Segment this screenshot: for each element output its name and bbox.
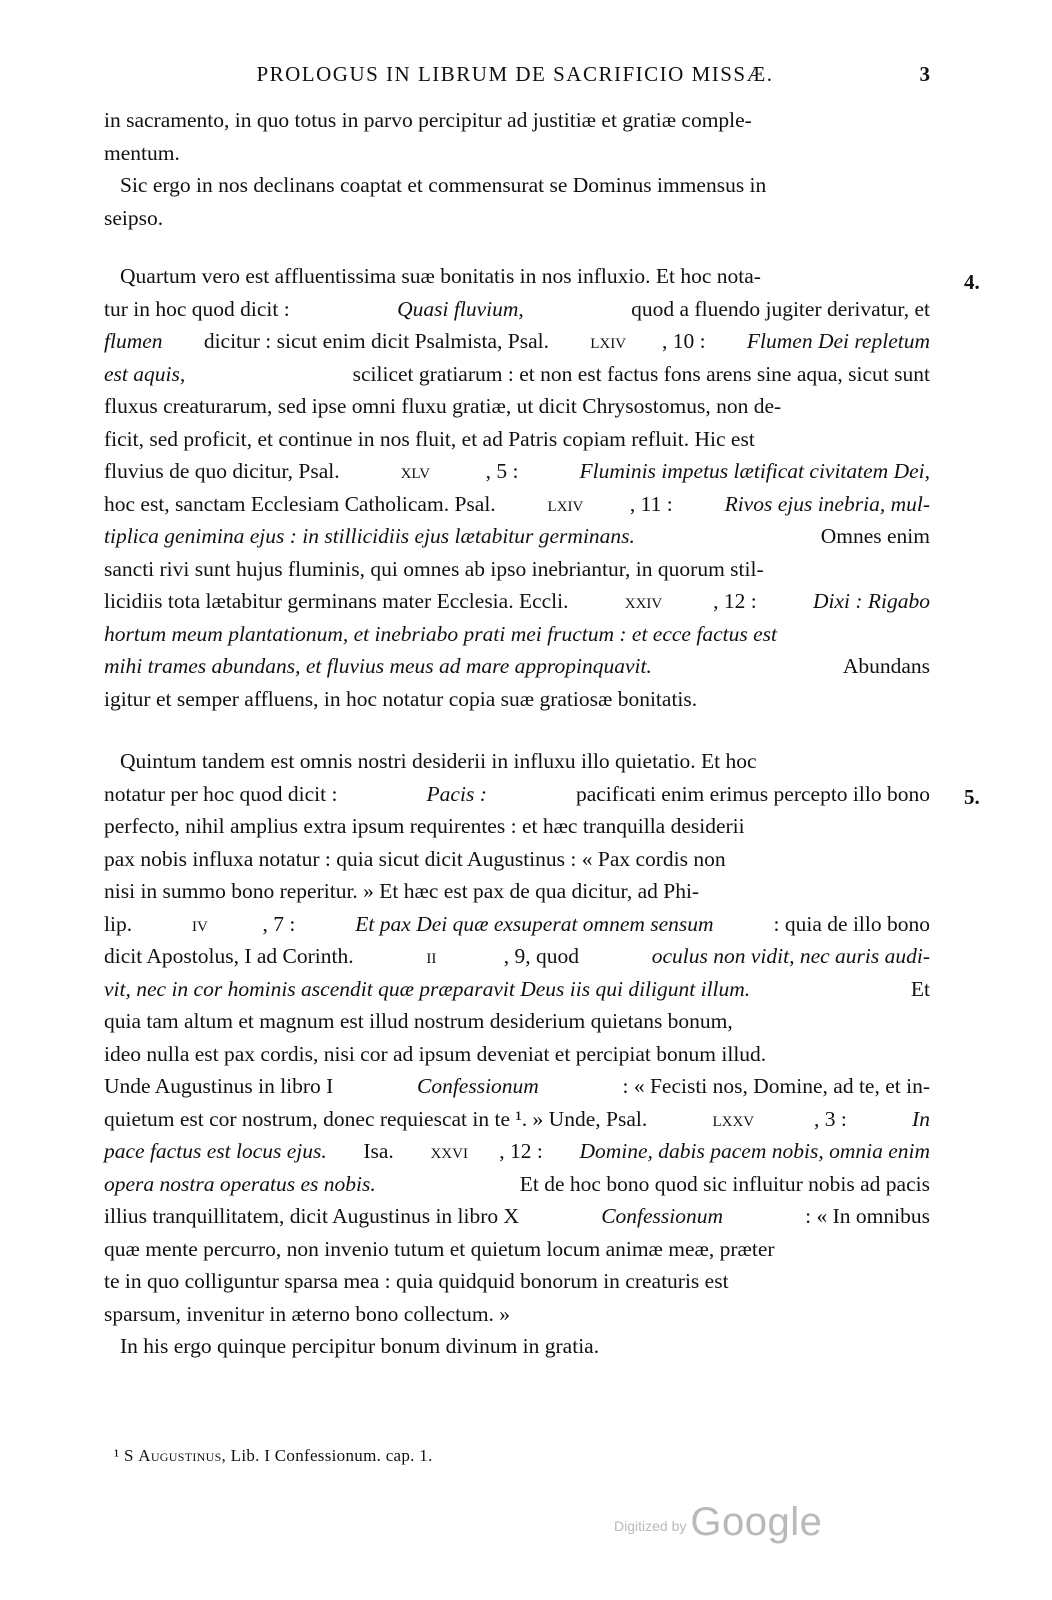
text-segment: quietum est cor nostrum, donec requiescat in te ¹. » Unde, Psal. [104, 1106, 653, 1131]
roman-numeral: ii [426, 944, 437, 968]
paragraph-3 [104, 260, 930, 715]
roman-numeral: xlv [400, 459, 431, 483]
running-title: PROLOGUS IN LIBRUM DE SACRIFICIO MISSÆ. [256, 62, 774, 86]
italic-quote: flumen [104, 329, 163, 353]
text-line [104, 423, 930, 456]
text-segment: , 10 : [662, 329, 711, 353]
paragraph-5 [104, 1330, 930, 1363]
text-line [104, 1298, 930, 1331]
footnote-text: , Lib. I Confessionum. cap. 1. [221, 1446, 433, 1465]
text-line [104, 1200, 930, 1233]
text-segment: , 11 : [629, 491, 679, 516]
text-segment: igitur et semper affluens, in hoc notatur copia suæ gratiosæ bonitatis. [104, 686, 698, 711]
roman-numeral: lxxv [712, 1106, 755, 1131]
text-line [104, 104, 930, 137]
text-line [104, 325, 930, 358]
italic-quote: hortum meum plantationum, et inebriabo prati mei fructum : et ecce factus est [104, 621, 777, 646]
text-segment: Quintum tandem est omnis nostri desiderii in influxu illo quietatio. Et hoc [120, 749, 757, 773]
text-segment: mentum. [104, 140, 180, 165]
italic-quote: Rivos ejus inebria, mul- [724, 491, 930, 516]
text-segment: te in quo colliguntur sparsa mea : quia quidquid bonorum in creaturis est [104, 1269, 729, 1293]
text-line [104, 1330, 930, 1363]
text-segment: scilicet gratiarum : et non est factus fons arens sine aqua, sicut sunt [347, 361, 930, 386]
text-line [104, 908, 930, 941]
italic-quote: pace factus est locus ejus. [104, 1139, 327, 1163]
italic-quote: Domine, dabis pacem nobis, omnia enim [579, 1139, 930, 1163]
text-segment: : « Fecisti nos, Domine, ad te, et in- [617, 1074, 930, 1098]
italic-quote: Pacis : [426, 781, 487, 806]
google-logo: Google [690, 1500, 823, 1544]
italic-quote: Confessionum [601, 1204, 724, 1228]
text-segment: nisi in summo bono reperitur. » Et hæc est pax de qua dicitur, ad Phi- [104, 879, 700, 903]
text-segment: hoc est, sanctam Ecclesiam Catholicam. Psal. [104, 491, 502, 516]
text-line [104, 683, 930, 716]
text-line [104, 488, 930, 521]
text-segment: Abundans [838, 654, 930, 678]
text-segment: quia tam altum et magnum est illud nostrum desiderium quietans bonum, [104, 1009, 733, 1033]
section-number-4: 4. [964, 270, 980, 294]
text-segment: in sacramento, in quo totus in parvo percipitur ad justitiæ et gratiæ comple- [104, 108, 752, 132]
italic-quote: Dixi : Rigabo [812, 589, 930, 613]
italic-quote: mihi trames abundans, et fluvius meus ad mare appropinquavit. [104, 654, 652, 678]
digitized-watermark [614, 1500, 822, 1545]
text-segment: Sic ergo in nos declinans coaptat et commensurat se Dominus immensus in [120, 173, 767, 197]
text-line [104, 1135, 930, 1168]
footnote [114, 1446, 433, 1466]
text-segment: : quia de illo bono [768, 911, 930, 936]
text-line [104, 973, 930, 1006]
text-line [104, 1070, 930, 1103]
footnote-author: Augustinus [138, 1446, 222, 1465]
text-segment: Et de hoc bono quod sic influitur nobis ad pacis [514, 1171, 930, 1196]
text-segment: sancti rivi sunt hujus fluminis, qui omnes ab ipso inebriantur, in quorum stil- [104, 556, 764, 581]
text-line [104, 169, 930, 202]
text-line [104, 650, 930, 683]
text-segment: sparsum, invenitur in æterno bono collectum. » [104, 1301, 511, 1326]
italic-quote: oculus non vidit, nec auris audi- [651, 944, 930, 968]
text-segment: licidiis tota lætabitur germinans mater Ecclesia. Eccli. [104, 589, 574, 613]
text-line [104, 202, 930, 235]
text-segment: seipso. [104, 205, 164, 230]
text-segment: , 5 : [485, 459, 524, 483]
text-line [104, 293, 930, 326]
text-segment: ideo nulla est pax cordis, nisi cor ad ipsum deveniat et percipiat bonum illud. [104, 1041, 767, 1066]
text-line [104, 137, 930, 170]
roman-numeral: iv [192, 911, 208, 936]
text-line [104, 358, 930, 391]
text-segment: fluvius de quo dicitur, Psal. [104, 459, 345, 483]
text-segment: Et [905, 976, 930, 1001]
text-segment: , 3 : [813, 1106, 853, 1131]
italic-quote: est aquis, [104, 361, 186, 386]
text-segment: , 12 : [713, 589, 763, 613]
italic-quote: Flumen Dei repletum [746, 329, 930, 353]
text-line [104, 390, 930, 423]
paragraph-2 [104, 169, 930, 234]
text-segment: , 12 : [499, 1139, 549, 1163]
text-segment: , 7 : [262, 911, 301, 936]
text-line [104, 843, 930, 876]
text-line [104, 1233, 930, 1266]
text-line [104, 455, 930, 488]
text-segment: dicitur : sicut enim dicit Psalmista, Psal. [198, 329, 555, 353]
text-segment: quæ mente percurro, non invenio tutum et quietum locum animæ meæ, præter [104, 1236, 775, 1261]
italic-quote: vit, nec in cor hominis ascendit quæ præparavit Deus iis qui diligunt illum. [104, 976, 751, 1001]
text-segment: pax nobis influxa notatur : quia sicut dicit Augustinus : « Pax cordis non [104, 846, 726, 871]
italic-quote: opera nostra operatus es nobis. [104, 1171, 376, 1196]
text-line [104, 553, 930, 586]
italic-quote: tiplica genimina ejus : in stillicidiis ejus lætabitur germinans. [104, 524, 635, 548]
page-number: 3 [919, 62, 930, 86]
text-line [104, 260, 930, 293]
watermark-small-text: Digitized by [614, 1518, 687, 1534]
italic-quote: In [912, 1106, 930, 1131]
text-segment: perfecto, nihil amplius extra ipsum requirentes : et hæc tranquilla desiderii [104, 814, 745, 838]
text-line [104, 585, 930, 618]
text-segment: Omnes enim [815, 524, 930, 548]
text-segment: Isa. [357, 1139, 400, 1163]
text-segment: In his ergo quinque percipitur bonum divinum in gratia. [120, 1334, 600, 1358]
paragraph-1 [104, 104, 930, 169]
text-line [104, 1265, 930, 1298]
text-segment: Unde Augustinus in libro I [104, 1074, 339, 1098]
text-segment: quod a fluendo jugiter derivatur, et [625, 296, 930, 321]
text-segment: illius tranquillitatem, dicit Augustinus in libro X [104, 1204, 525, 1228]
text-line [104, 1038, 930, 1071]
text-segment: tur in hoc quod dicit : [104, 296, 296, 321]
roman-numeral: xxiv [624, 589, 663, 613]
text-line [104, 618, 930, 651]
italic-quote: Fluminis impetus lætificat civitatem Dei, [579, 459, 930, 483]
text-line [104, 1005, 930, 1038]
footnote-mark: ¹ S [114, 1446, 139, 1465]
italic-quote: Quasi fluvium, [397, 296, 524, 321]
text-segment: dicit Apostolus, I ad Corinth. [104, 944, 360, 968]
text-segment: Quartum vero est affluentissima suæ bonitatis in nos influxio. Et hoc nota- [120, 264, 761, 288]
italic-quote: Confessionum [416, 1074, 539, 1098]
running-header [100, 62, 930, 92]
text-line [104, 940, 930, 973]
paragraph-4 [104, 745, 930, 1330]
text-line [104, 875, 930, 908]
text-line [104, 1103, 930, 1136]
text-segment: notatur per hoc quod dicit : [104, 781, 343, 806]
main-text [104, 104, 930, 1363]
roman-numeral: lxiv [547, 491, 584, 516]
text-segment: fluxus creaturarum, sed ipse omni fluxu gratiæ, ut dicit Chrysostomus, non de- [104, 394, 782, 418]
text-line [104, 745, 930, 778]
roman-numeral: xxvi [430, 1139, 468, 1163]
text-line [104, 778, 930, 811]
text-segment: : « In omnibus [799, 1204, 930, 1228]
section-number-5: 5. [964, 785, 980, 809]
text-line [104, 1168, 930, 1201]
text-segment: ficit, sed proficit, et continue in nos fluit, et ad Patris copiam refluit. Hic est [104, 426, 755, 451]
text-line [104, 520, 930, 553]
text-line [104, 810, 930, 843]
italic-quote: Et pax Dei quæ exsuperat omnem sensum [355, 911, 714, 936]
text-segment: lip. [104, 911, 138, 936]
text-segment: pacificati enim erimus percepto illo bono [570, 781, 930, 806]
roman-numeral: lxiv [590, 329, 627, 353]
text-segment: , 9, quod [503, 944, 585, 968]
